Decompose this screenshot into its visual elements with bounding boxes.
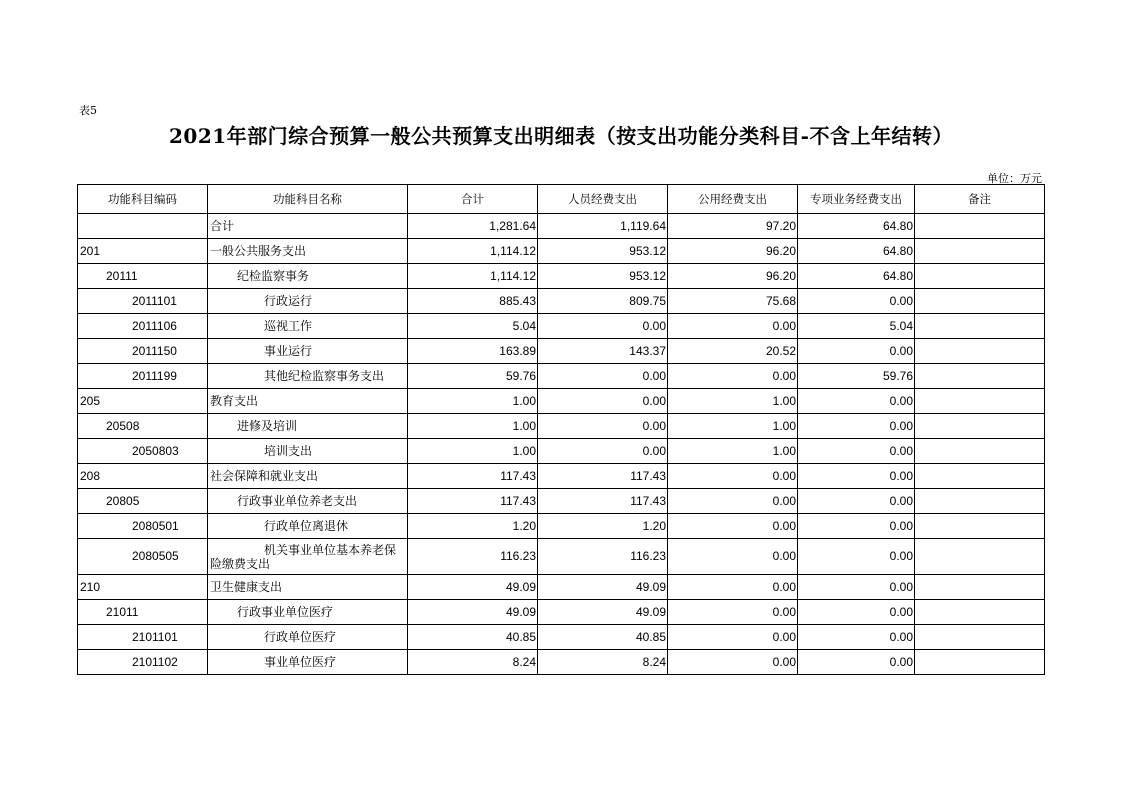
row-remarks	[915, 339, 1045, 364]
table-row	[78, 439, 1045, 464]
row-special: 59.76	[798, 364, 915, 389]
table-row	[78, 214, 1045, 239]
row-code: 2080501	[78, 514, 208, 539]
row-code: 210	[78, 575, 208, 600]
table-row	[78, 314, 1045, 339]
row-total: 1.20	[408, 514, 538, 539]
row-public: 0.00	[668, 489, 798, 514]
row-special: 64.80	[798, 214, 915, 239]
table-row	[78, 364, 1045, 389]
row-remarks	[915, 600, 1045, 625]
row-name: 纪检监察事务	[208, 264, 408, 289]
table-row	[78, 650, 1045, 675]
row-remarks	[915, 389, 1045, 414]
row-total: 1,114.12	[408, 239, 538, 264]
row-code: 20805	[78, 489, 208, 514]
row-code: 2011150	[78, 339, 208, 364]
row-personnel: 117.43	[538, 489, 668, 514]
row-public: 0.00	[668, 464, 798, 489]
row-remarks	[915, 650, 1045, 675]
row-personnel: 49.09	[538, 600, 668, 625]
row-public: 0.00	[668, 539, 798, 575]
table-row	[78, 600, 1045, 625]
row-remarks	[915, 514, 1045, 539]
row-remarks	[915, 214, 1045, 239]
table-header	[78, 185, 1045, 214]
row-code: 20508	[78, 414, 208, 439]
row-total: 1,114.12	[408, 264, 538, 289]
row-total: 1.00	[408, 439, 538, 464]
table-body	[78, 214, 1045, 675]
row-name: 行政单位医疗	[208, 625, 408, 650]
table-row	[78, 625, 1045, 650]
row-public: 96.20	[668, 239, 798, 264]
row-remarks	[915, 489, 1045, 514]
row-name: 机关事业单位基本养老保险缴费支出	[208, 539, 408, 575]
row-special: 64.80	[798, 264, 915, 289]
table-row	[78, 339, 1045, 364]
row-name: 社会保障和就业支出	[208, 464, 408, 489]
row-code: 2050803	[78, 439, 208, 464]
row-name: 其他纪检监察事务支出	[208, 364, 408, 389]
row-name: 教育支出	[208, 389, 408, 414]
row-total: 59.76	[408, 364, 538, 389]
row-personnel: 40.85	[538, 625, 668, 650]
row-remarks	[915, 414, 1045, 439]
row-public: 0.00	[668, 364, 798, 389]
row-total: 49.09	[408, 575, 538, 600]
row-total: 49.09	[408, 600, 538, 625]
row-personnel: 8.24	[538, 650, 668, 675]
row-public: 0.00	[668, 575, 798, 600]
row-special: 0.00	[798, 575, 915, 600]
header-special: 专项业务经费支出	[798, 185, 915, 214]
row-personnel: 0.00	[538, 414, 668, 439]
row-special: 5.04	[798, 314, 915, 339]
row-special: 0.00	[798, 625, 915, 650]
row-total: 116.23	[408, 539, 538, 575]
header-row	[78, 185, 1045, 214]
row-name: 行政单位离退休	[208, 514, 408, 539]
row-public: 97.20	[668, 214, 798, 239]
row-personnel: 0.00	[538, 439, 668, 464]
row-code: 2101101	[78, 625, 208, 650]
header-personnel: 人员经费支出	[538, 185, 668, 214]
row-code: 205	[78, 389, 208, 414]
header-name: 功能科目名称	[208, 185, 408, 214]
table-row	[78, 239, 1045, 264]
row-code: 21011	[78, 600, 208, 625]
row-public: 1.00	[668, 414, 798, 439]
row-name: 卫生健康支出	[208, 575, 408, 600]
row-personnel: 953.12	[538, 264, 668, 289]
row-name: 进修及培训	[208, 414, 408, 439]
row-special: 0.00	[798, 489, 915, 514]
row-public: 75.68	[668, 289, 798, 314]
row-personnel: 143.37	[538, 339, 668, 364]
row-name: 一般公共服务支出	[208, 239, 408, 264]
row-public: 20.52	[668, 339, 798, 364]
row-public: 0.00	[668, 514, 798, 539]
row-name: 合计	[208, 214, 408, 239]
table-row	[78, 464, 1045, 489]
row-name: 事业运行	[208, 339, 408, 364]
row-public: 0.00	[668, 625, 798, 650]
row-code: 2011101	[78, 289, 208, 314]
row-personnel: 1.20	[538, 514, 668, 539]
row-special: 0.00	[798, 389, 915, 414]
row-remarks	[915, 464, 1045, 489]
row-total: 8.24	[408, 650, 538, 675]
header-remarks: 备注	[915, 185, 1045, 214]
row-remarks	[915, 314, 1045, 339]
table-row	[78, 489, 1045, 514]
table-row	[78, 539, 1045, 575]
row-personnel: 0.00	[538, 364, 668, 389]
row-personnel: 809.75	[538, 289, 668, 314]
row-remarks	[915, 364, 1045, 389]
row-code: 2011199	[78, 364, 208, 389]
table-row	[78, 575, 1045, 600]
row-personnel: 0.00	[538, 389, 668, 414]
row-special: 0.00	[798, 339, 915, 364]
row-remarks	[915, 264, 1045, 289]
row-name: 事业单位医疗	[208, 650, 408, 675]
row-code: 208	[78, 464, 208, 489]
row-name: 行政运行	[208, 289, 408, 314]
table-number: 表5	[79, 104, 97, 117]
table-row	[78, 264, 1045, 289]
row-special: 64.80	[798, 239, 915, 264]
row-public: 0.00	[668, 314, 798, 339]
row-total: 1.00	[408, 389, 538, 414]
row-remarks	[915, 439, 1045, 464]
row-total: 163.89	[408, 339, 538, 364]
row-public: 0.00	[668, 650, 798, 675]
row-total: 885.43	[408, 289, 538, 314]
row-special: 0.00	[798, 439, 915, 464]
row-public: 96.20	[668, 264, 798, 289]
row-special: 0.00	[798, 650, 915, 675]
row-special: 0.00	[798, 464, 915, 489]
row-public: 1.00	[668, 439, 798, 464]
row-public: 1.00	[668, 389, 798, 414]
page-title: 2021年部门综合预算一般公共预算支出明细表（按支出功能分类科目-不含上年结转）	[169, 124, 953, 148]
header-code: 功能科目编码	[78, 185, 208, 214]
row-name: 行政事业单位医疗	[208, 600, 408, 625]
row-remarks	[915, 539, 1045, 575]
row-code: 2101102	[78, 650, 208, 675]
row-remarks	[915, 239, 1045, 264]
row-total: 5.04	[408, 314, 538, 339]
table-row	[78, 414, 1045, 439]
row-public: 0.00	[668, 600, 798, 625]
row-name: 巡视工作	[208, 314, 408, 339]
row-special: 0.00	[798, 539, 915, 575]
row-special: 0.00	[798, 414, 915, 439]
row-special: 0.00	[798, 600, 915, 625]
row-personnel: 953.12	[538, 239, 668, 264]
row-total: 117.43	[408, 464, 538, 489]
unit-label: 单位：万元	[987, 172, 1042, 185]
table-row	[78, 514, 1045, 539]
table-row	[78, 289, 1045, 314]
row-personnel: 116.23	[538, 539, 668, 575]
row-name: 培训支出	[208, 439, 408, 464]
header-public: 公用经费支出	[668, 185, 798, 214]
row-total: 117.43	[408, 489, 538, 514]
table-row	[78, 389, 1045, 414]
row-personnel: 49.09	[538, 575, 668, 600]
row-code: 2080505	[78, 539, 208, 575]
row-personnel: 117.43	[538, 464, 668, 489]
row-name: 行政事业单位养老支出	[208, 489, 408, 514]
row-code: 2011106	[78, 314, 208, 339]
row-code: 201	[78, 239, 208, 264]
row-remarks	[915, 575, 1045, 600]
row-total: 1.00	[408, 414, 538, 439]
row-total: 40.85	[408, 625, 538, 650]
budget-table	[77, 184, 1045, 675]
header-total: 合计	[408, 185, 538, 214]
row-special: 0.00	[798, 289, 915, 314]
row-remarks	[915, 289, 1045, 314]
row-special: 0.00	[798, 514, 915, 539]
row-personnel: 1,119.64	[538, 214, 668, 239]
row-code	[78, 214, 208, 239]
row-remarks	[915, 625, 1045, 650]
row-personnel: 0.00	[538, 314, 668, 339]
row-total: 1,281.64	[408, 214, 538, 239]
row-code: 20111	[78, 264, 208, 289]
